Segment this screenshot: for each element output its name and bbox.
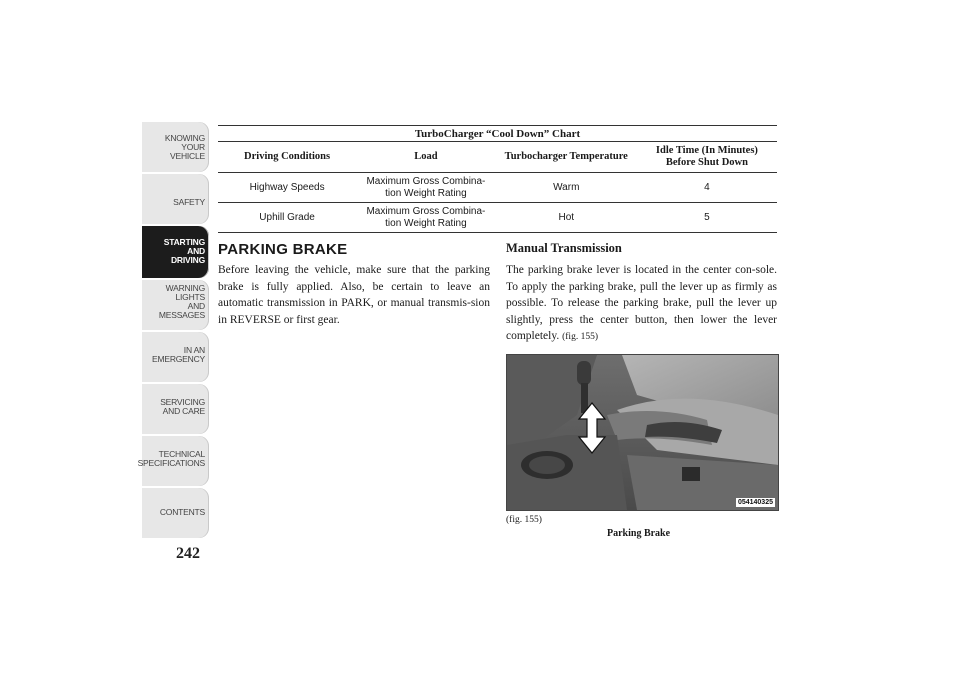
column-header: Turbocharger Temperature [496, 142, 637, 173]
subsection-heading: Manual Transmission [506, 241, 622, 255]
tab-contents[interactable] [142, 488, 209, 538]
tab-in-an-emergency[interactable] [142, 332, 209, 382]
tab-label: SERVICING AND CARE [160, 397, 205, 416]
parking-brake-illustration [507, 355, 778, 510]
figure-reference: (fig. 155) [562, 332, 598, 342]
tab-label: SAFETY [173, 197, 205, 207]
tab-starting-and-driving[interactable] [142, 226, 209, 278]
column-header: Driving Conditions [218, 142, 356, 173]
table-cell: Hot [496, 203, 637, 233]
table-row [218, 173, 777, 203]
tab-label: CONTENTS [159, 507, 205, 517]
turbocharger-cool-down-table [218, 125, 777, 233]
tab-label: WARNING LIGHTS AND MESSAGES [158, 283, 205, 320]
table-title: TurboCharger “Cool Down” Chart [218, 126, 777, 142]
tab-label: STARTING AND DRIVING [163, 237, 205, 265]
tab-label: IN AN EMERGENCY [152, 345, 205, 364]
tab-knowing-your-vehicle[interactable] [142, 122, 209, 172]
parking-brake-figure [506, 354, 779, 511]
tab-label: KNOWING YOUR VEHICLE [164, 133, 205, 161]
tab-technical-specifications[interactable] [137, 436, 209, 486]
column-header: Load [356, 142, 496, 173]
table-cell: Uphill Grade [218, 203, 356, 233]
tab-safety[interactable] [142, 174, 209, 224]
figure-caption: Parking Brake [607, 528, 671, 539]
figure-label: (fig. 155) [506, 515, 542, 525]
figure-code: 054140325 [737, 499, 773, 506]
manual-text: The parking brake lever is located in the center con-sole. To apply the parking brake, pull the lever up as firmly as possible. To release the parking brake, pull the lever up slightly, press the center button, then lower the lever completely. [506, 264, 777, 342]
table-cell: 4 [637, 173, 777, 203]
column-header: Idle Time (In Minutes) Before Shut Down [637, 142, 777, 173]
tab-servicing-and-care[interactable] [142, 384, 209, 434]
page-number: 242 [176, 545, 200, 562]
table-cell: Highway Speeds [218, 173, 356, 203]
table-cell: Warm [496, 173, 637, 203]
tab-warning-lights[interactable] [142, 280, 209, 330]
table-cell: 5 [637, 203, 777, 233]
table-row [218, 203, 777, 233]
table-cell: Maximum Gross Combina-tion Weight Rating [356, 203, 496, 233]
table-cell: Maximum Gross Combina-tion Weight Rating [356, 173, 496, 203]
section-heading: PARKING BRAKE [218, 241, 348, 258]
tab-label: TECHNICAL SPECIFICATIONS [137, 449, 205, 468]
manual-paragraph [506, 262, 777, 346]
parking-paragraph: Before leaving the vehicle, make sure that the parking brake is fully applied. Also, be certain to leave an automatic transmission in PARK, or manual transmis-sion in REVERSE or first gear. [218, 264, 490, 326]
